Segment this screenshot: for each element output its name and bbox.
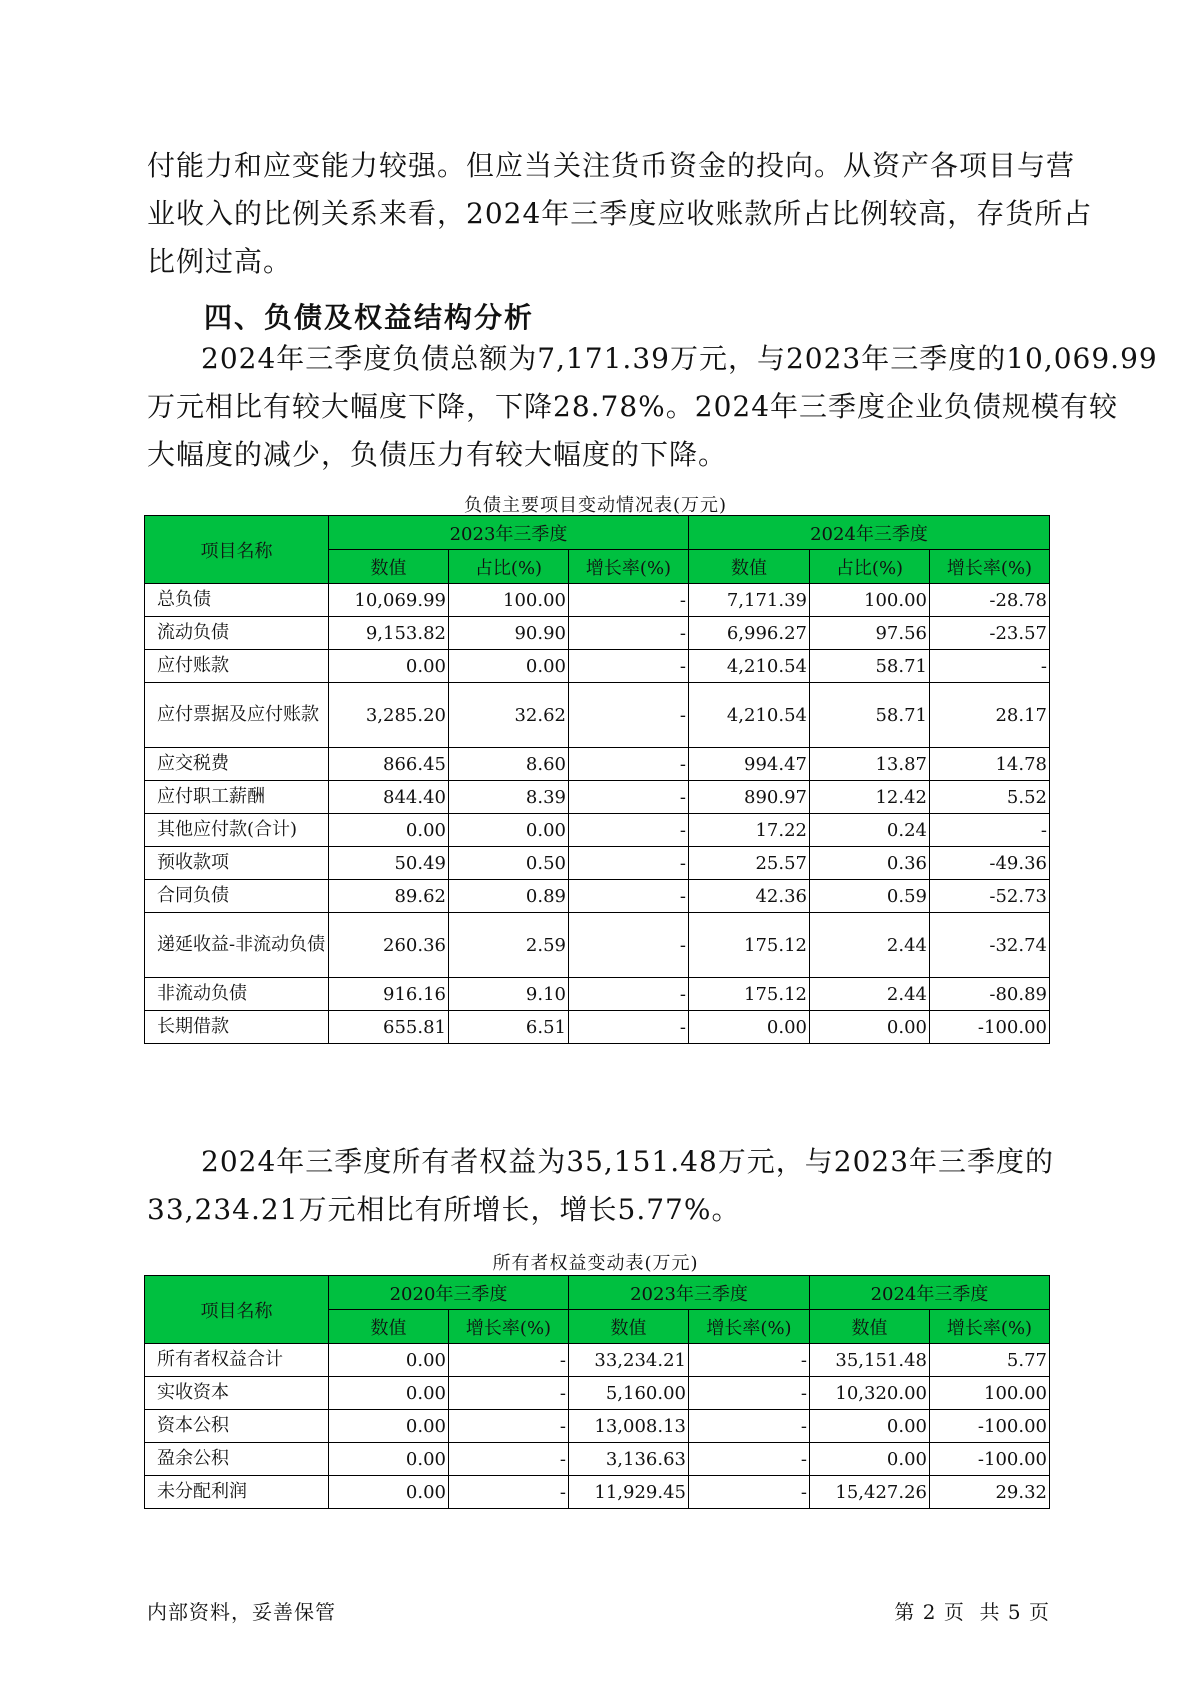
cell-value: 6.51: [449, 1011, 569, 1044]
cell-value: 9.10: [449, 978, 569, 1011]
row-name: 应交税费: [145, 748, 329, 781]
intro-paragraph: [147, 142, 1093, 286]
cell-value: -: [689, 1476, 810, 1509]
cell-value: -100.00: [930, 1443, 1050, 1476]
cell-value: -: [569, 880, 689, 913]
row-name: 长期借款: [145, 1011, 329, 1044]
row-name: 应付票据及应付账款: [145, 683, 329, 748]
cell-value: 175.12: [689, 913, 810, 978]
table-row: [145, 617, 1050, 650]
equity-table-group-header: 2020年三季度: [329, 1276, 569, 1310]
cell-value: -: [569, 584, 689, 617]
equity-table-sub-header: 增长率(%): [449, 1310, 569, 1344]
equity-table-sub-header: 数值: [329, 1310, 449, 1344]
cell-value: -: [569, 847, 689, 880]
cell-value: 32.62: [449, 683, 569, 748]
cell-value: 2.44: [810, 913, 930, 978]
cell-value: -: [689, 1410, 810, 1443]
cell-value: 11,929.45: [569, 1476, 689, 1509]
debt-paragraph-line: 大幅度的减少，负债压力有较大幅度的下降。: [147, 438, 728, 471]
row-name: 盈余公积: [145, 1443, 329, 1476]
cell-value: 260.36: [329, 913, 449, 978]
table-row: [145, 781, 1050, 814]
cell-value: 0.36: [810, 847, 930, 880]
cell-value: -: [449, 1344, 569, 1377]
cell-value: 12.42: [810, 781, 930, 814]
cell-value: 3,136.63: [569, 1443, 689, 1476]
cell-value: 8.39: [449, 781, 569, 814]
cell-value: 7,171.39: [689, 584, 810, 617]
row-name: 应付职工薪酬: [145, 781, 329, 814]
cell-value: -52.73: [930, 880, 1050, 913]
table-row: [145, 683, 1050, 748]
cell-value: 97.56: [810, 617, 930, 650]
cell-value: 655.81: [329, 1011, 449, 1044]
table-row: [145, 847, 1050, 880]
cell-value: 0.00: [329, 650, 449, 683]
cell-value: -: [569, 978, 689, 1011]
cell-value: 5,160.00: [569, 1377, 689, 1410]
cell-value: 0.00: [329, 1476, 449, 1509]
intro-line: 业收入的比例关系来看，2024年三季度应收账款所占比例较高，存货所占: [147, 197, 1093, 230]
debt-table-sub-header: 数值: [689, 550, 810, 584]
table-row: [145, 748, 1050, 781]
cell-value: 35,151.48: [810, 1344, 930, 1377]
cell-value: -: [689, 1443, 810, 1476]
cell-value: -: [689, 1344, 810, 1377]
table-row: [145, 1344, 1050, 1377]
cell-value: 100.00: [449, 584, 569, 617]
table-row: [145, 650, 1050, 683]
cell-value: 5.52: [930, 781, 1050, 814]
cell-value: -: [449, 1476, 569, 1509]
debt-table-caption: 负债主要项目变动情况表(万元): [463, 495, 728, 516]
cell-value: 13,008.13: [569, 1410, 689, 1443]
equity-table-sub-header: 增长率(%): [930, 1310, 1050, 1344]
debt-table-sub-header: 占比(%): [449, 550, 569, 584]
cell-value: -28.78: [930, 584, 1050, 617]
cell-value: 0.89: [449, 880, 569, 913]
equity-paragraph-line: 33,234.21万元相比有所增长，增长5.77%。: [147, 1193, 741, 1226]
equity-table-sub-header: 数值: [569, 1310, 689, 1344]
table-row: [145, 880, 1050, 913]
debt-table-group-header: 2024年三季度: [689, 516, 1050, 550]
row-name: 流动负债: [145, 617, 329, 650]
row-name: 总负债: [145, 584, 329, 617]
cell-value: -80.89: [930, 978, 1050, 1011]
cell-value: -: [449, 1377, 569, 1410]
cell-value: -: [930, 650, 1050, 683]
equity-paragraph: [147, 1138, 1055, 1234]
cell-value: -: [569, 748, 689, 781]
debt-paragraph-line: 万元相比有较大幅度下降，下降28.78%。2024年三季度企业负债规模有较: [147, 390, 1119, 423]
cell-value: 844.40: [329, 781, 449, 814]
debt-paragraph: [147, 335, 1158, 479]
cell-value: 5.77: [930, 1344, 1050, 1377]
debt-table-sub-header: 增长率(%): [569, 550, 689, 584]
row-name: 非流动负债: [145, 978, 329, 1011]
intro-line: 付能力和应变能力较强。但应当关注货币资金的投向。从资产各项目与营: [147, 149, 1076, 182]
row-name: 未分配利润: [145, 1476, 329, 1509]
cell-value: 8.60: [449, 748, 569, 781]
table-row: [145, 1443, 1050, 1476]
cell-value: 10,320.00: [810, 1377, 930, 1410]
cell-value: -: [569, 617, 689, 650]
cell-value: 17.22: [689, 814, 810, 847]
cell-value: -: [569, 650, 689, 683]
table-row: [145, 1410, 1050, 1443]
cell-value: 6,996.27: [689, 617, 810, 650]
equity-table-sub-header: 数值: [810, 1310, 930, 1344]
row-name: 资本公积: [145, 1410, 329, 1443]
cell-value: 15,427.26: [810, 1476, 930, 1509]
cell-value: 890.97: [689, 781, 810, 814]
cell-value: 13.87: [810, 748, 930, 781]
equity-table-sub-header: 增长率(%): [689, 1310, 810, 1344]
cell-value: -100.00: [930, 1410, 1050, 1443]
cell-value: 50.49: [329, 847, 449, 880]
debt-table-sub-header: 数值: [329, 550, 449, 584]
cell-value: 100.00: [810, 584, 930, 617]
table-row: [145, 1476, 1050, 1509]
footer-confidential: 内部资料，妥善保管: [147, 1600, 336, 1624]
cell-value: -32.74: [930, 913, 1050, 978]
cell-value: 0.00: [449, 650, 569, 683]
cell-value: 0.00: [329, 1443, 449, 1476]
cell-value: 4,210.54: [689, 650, 810, 683]
intro-line: 比例过高。: [147, 245, 293, 278]
equity-table-group-header: 2023年三季度: [569, 1276, 810, 1310]
table-row: [145, 1377, 1050, 1410]
cell-value: 175.12: [689, 978, 810, 1011]
table-row: [145, 814, 1050, 847]
cell-value: 3,285.20: [329, 683, 449, 748]
cell-value: 0.00: [329, 814, 449, 847]
cell-value: 0.00: [449, 814, 569, 847]
cell-value: 4,210.54: [689, 683, 810, 748]
cell-value: -49.36: [930, 847, 1050, 880]
footer-page-number: 第 2 页 共 5 页: [894, 1600, 1050, 1624]
cell-value: 10,069.99: [329, 584, 449, 617]
cell-value: -: [569, 814, 689, 847]
debt-paragraph-line: 2024年三季度负债总额为7,171.39万元，与2023年三季度的10,069.99: [201, 342, 1158, 375]
debt-table-sub-header: 增长率(%): [930, 550, 1050, 584]
cell-value: -: [930, 814, 1050, 847]
cell-value: -: [569, 913, 689, 978]
row-name: 递延收益-非流动负债: [145, 913, 329, 978]
cell-value: 0.00: [329, 1410, 449, 1443]
cell-value: 14.78: [930, 748, 1050, 781]
debt-table: [144, 515, 1050, 1044]
table-row: [145, 913, 1050, 978]
section-heading: 四、负债及权益结构分析: [204, 301, 535, 334]
row-name: 其他应付款(合计): [145, 814, 329, 847]
cell-value: 9,153.82: [329, 617, 449, 650]
cell-value: -: [689, 1377, 810, 1410]
table-row: [145, 584, 1050, 617]
cell-value: 58.71: [810, 650, 930, 683]
cell-value: 89.62: [329, 880, 449, 913]
row-name: 所有者权益合计: [145, 1344, 329, 1377]
row-name: 合同负债: [145, 880, 329, 913]
cell-value: 42.36: [689, 880, 810, 913]
cell-value: 58.71: [810, 683, 930, 748]
equity-table: [144, 1275, 1050, 1509]
cell-value: 90.90: [449, 617, 569, 650]
cell-value: -: [569, 1011, 689, 1044]
cell-value: 0.24: [810, 814, 930, 847]
cell-value: 0.00: [810, 1443, 930, 1476]
cell-value: 0.00: [329, 1344, 449, 1377]
equity-table-group-header: 2024年三季度: [810, 1276, 1050, 1310]
row-name: 应付账款: [145, 650, 329, 683]
cell-value: 25.57: [689, 847, 810, 880]
cell-value: 100.00: [930, 1377, 1050, 1410]
equity-table-caption: 所有者权益变动表(万元): [492, 1253, 699, 1274]
cell-value: 994.47: [689, 748, 810, 781]
cell-value: -100.00: [930, 1011, 1050, 1044]
equity-paragraph-line: 2024年三季度所有者权益为35,151.48万元，与2023年三季度的: [201, 1145, 1055, 1178]
cell-value: 0.00: [810, 1410, 930, 1443]
cell-value: 28.17: [930, 683, 1050, 748]
table-row: [145, 1011, 1050, 1044]
row-name: 实收资本: [145, 1377, 329, 1410]
cell-value: 2.59: [449, 913, 569, 978]
cell-value: 916.16: [329, 978, 449, 1011]
cell-value: 0.50: [449, 847, 569, 880]
cell-value: -: [569, 781, 689, 814]
cell-value: -23.57: [930, 617, 1050, 650]
cell-value: 0.00: [810, 1011, 930, 1044]
debt-table-name-header: 项目名称: [145, 516, 329, 584]
table-row: [145, 978, 1050, 1011]
cell-value: 0.00: [329, 1377, 449, 1410]
cell-value: 0.00: [689, 1011, 810, 1044]
cell-value: 866.45: [329, 748, 449, 781]
cell-value: 29.32: [930, 1476, 1050, 1509]
debt-table-sub-header: 占比(%): [810, 550, 930, 584]
cell-value: 2.44: [810, 978, 930, 1011]
cell-value: -: [449, 1443, 569, 1476]
cell-value: -: [449, 1410, 569, 1443]
row-name: 预收款项: [145, 847, 329, 880]
cell-value: 0.59: [810, 880, 930, 913]
debt-table-group-header: 2023年三季度: [329, 516, 689, 550]
cell-value: -: [569, 683, 689, 748]
equity-table-name-header: 项目名称: [145, 1276, 329, 1344]
cell-value: 33,234.21: [569, 1344, 689, 1377]
